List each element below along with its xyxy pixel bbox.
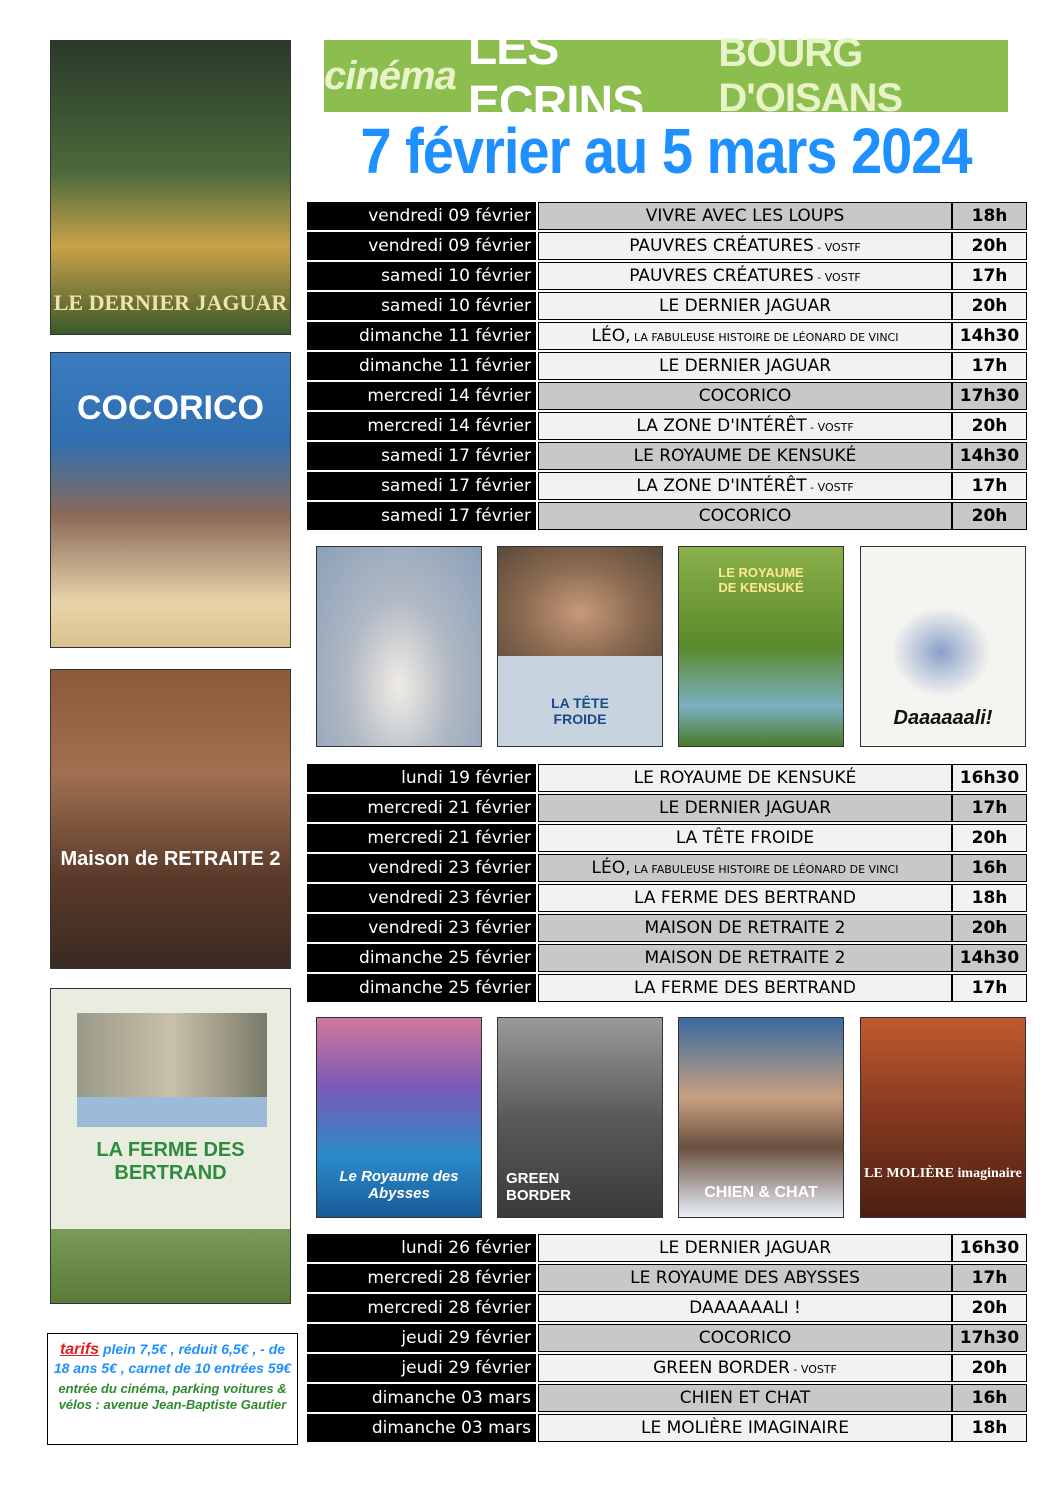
- screening-time: 17h30: [952, 382, 1027, 410]
- poster-mountains: [77, 1097, 267, 1127]
- screening-day: vendredi 09 février: [307, 202, 536, 230]
- screening-film: [538, 232, 952, 260]
- schedule-row: [307, 1234, 1027, 1262]
- film-title: MAISON DE RETRAITE 2: [644, 918, 846, 938]
- poster-art: [861, 1018, 1025, 1217]
- film-title: LE ROYAUME DES ABYSSES: [630, 1268, 860, 1288]
- screening-time: 16h: [952, 1384, 1027, 1412]
- screening-day: mercredi 28 février: [307, 1294, 536, 1322]
- screening-time: 20h: [952, 502, 1027, 530]
- film-title: LA ZONE D'INTÉRÊT: [636, 416, 807, 436]
- poster-title: GREEN BORDER: [506, 1170, 572, 1204]
- poster-title: LE DERNIER JAGUAR: [53, 290, 288, 315]
- schedule-block-3: [307, 1234, 1027, 1444]
- poster-title: Le Royaume des Abysses: [339, 1168, 459, 1202]
- schedule-row: [307, 884, 1027, 912]
- schedule-row: [307, 262, 1027, 290]
- screening-time: 14h30: [952, 322, 1027, 350]
- screening-day: mercredi 21 février: [307, 794, 536, 822]
- screening-film: [538, 914, 952, 942]
- screening-time: 18h: [952, 884, 1027, 912]
- schedule-row: [307, 974, 1027, 1002]
- poster-la-ferme-des-bertrand: [50, 988, 291, 1304]
- film-title: COCORICO: [698, 506, 792, 526]
- film-note: LA FABULEUSE HISTOIRE DE LÉONARD DE VINCI: [630, 863, 899, 876]
- schedule-row: [307, 202, 1027, 230]
- screening-time: 17h: [952, 794, 1027, 822]
- screening-day: samedi 17 février: [307, 472, 536, 500]
- poster-art: [317, 547, 481, 746]
- poster-art: [51, 670, 290, 968]
- film-note: - VOSTF: [813, 271, 861, 284]
- screening-time: 14h30: [952, 442, 1027, 470]
- film-title: LA TÊTE FROIDE: [675, 828, 815, 848]
- schedule-row: [307, 352, 1027, 380]
- tarifs-access: entrée du cinéma, parking voitures & vélos : avenue Jean-Baptiste Gautier: [58, 1381, 287, 1412]
- screening-day: dimanche 03 mars: [307, 1414, 536, 1442]
- poster-title: LA TÊTE FROIDE: [551, 695, 609, 727]
- screening-film: [538, 352, 952, 380]
- cinema-banner: [324, 22, 1008, 130]
- screening-film: [538, 1264, 952, 1292]
- schedule-row: [307, 442, 1027, 470]
- schedule-block-1: [307, 202, 1027, 532]
- screening-time: 14h30: [952, 944, 1027, 972]
- poster-title: Daaaaaali!: [893, 707, 993, 729]
- film-title: LA FERME DES BERTRAND: [634, 888, 856, 908]
- screening-film: [538, 764, 952, 792]
- screening-film: [538, 1354, 952, 1382]
- screening-film: [538, 322, 952, 350]
- screening-time: 20h: [952, 914, 1027, 942]
- screening-film: [538, 1294, 952, 1322]
- film-title: COCORICO: [698, 386, 792, 406]
- screening-film: [538, 262, 952, 290]
- schedule-row: [307, 914, 1027, 942]
- screening-film: [538, 824, 952, 852]
- cinema-word: cinéma: [324, 53, 456, 98]
- screening-time: 16h: [952, 854, 1027, 882]
- poster-title: LE MOLIÈRE imaginaire: [864, 1166, 1022, 1181]
- film-title: PAUVRES CRÉATURES: [629, 236, 814, 256]
- film-title: LE DERNIER JAGUAR: [658, 1238, 832, 1258]
- schedule-row: [307, 1294, 1027, 1322]
- film-title: CHIEN ET CHAT: [679, 1388, 811, 1408]
- schedule-row: [307, 854, 1027, 882]
- film-title: MAISON DE RETRAITE 2: [644, 948, 846, 968]
- screening-day: jeudi 29 février: [307, 1354, 536, 1382]
- poster-la-tete-froide: [497, 546, 663, 747]
- schedule-row: [307, 292, 1027, 320]
- screening-time: 17h: [952, 262, 1027, 290]
- film-title: LE DERNIER JAGUAR: [658, 356, 832, 376]
- screening-time: 17h: [952, 352, 1027, 380]
- schedule-row: [307, 1354, 1027, 1382]
- screening-day: jeudi 29 février: [307, 1324, 536, 1352]
- poster-le-moliere-imaginaire: [860, 1017, 1026, 1218]
- schedule-row: [307, 502, 1027, 530]
- screening-time: 16h30: [952, 764, 1027, 792]
- screening-time: 20h: [952, 824, 1027, 852]
- film-note: - VOSTF: [806, 421, 854, 434]
- film-title: LA ZONE D'INTÉRÊT: [636, 476, 807, 496]
- poster-title: LA FERME DES BERTRAND: [96, 1139, 245, 1184]
- screening-day: vendredi 23 février: [307, 914, 536, 942]
- screening-day: lundi 26 février: [307, 1234, 536, 1262]
- poster-le-royaume-des-abysses: [316, 1017, 482, 1218]
- screening-time: 20h: [952, 292, 1027, 320]
- screening-film: [538, 854, 952, 882]
- screening-day: samedi 10 février: [307, 292, 536, 320]
- screening-time: 17h: [952, 974, 1027, 1002]
- film-title: LÉO,: [591, 858, 631, 878]
- screening-day: mercredi 28 février: [307, 1264, 536, 1292]
- screening-time: 18h: [952, 1414, 1027, 1442]
- screening-time: 20h: [952, 1354, 1027, 1382]
- poster-title: CHIEN & CHAT: [704, 1184, 818, 1201]
- poster-chien-et-chat: [678, 1017, 844, 1218]
- film-note: - VOSTF: [806, 481, 854, 494]
- schedule-row: [307, 1384, 1027, 1412]
- screening-time: 20h: [952, 232, 1027, 260]
- schedule-row: [307, 472, 1027, 500]
- poster-cocorico: [50, 352, 291, 648]
- film-note: - VOSTF: [813, 241, 861, 254]
- film-title: COCORICO: [698, 1328, 792, 1348]
- film-title: LE ROYAUME DE KENSUKÉ: [633, 768, 857, 788]
- schedule-row: [307, 794, 1027, 822]
- cinema-town: BOURG D'OISANS: [718, 31, 903, 120]
- screening-film: [538, 794, 952, 822]
- film-title: DAAAAAALI !: [689, 1298, 801, 1318]
- tarifs-box: [47, 1333, 298, 1445]
- film-note: LA FABULEUSE HISTOIRE DE LÉONARD DE VINCI: [630, 331, 899, 344]
- poster-title: COCORICO: [77, 389, 264, 427]
- schedule-row: [307, 322, 1027, 350]
- screening-time: 17h: [952, 1264, 1027, 1292]
- schedule-row: [307, 382, 1027, 410]
- screening-day: samedi 10 février: [307, 262, 536, 290]
- screening-time: 17h: [952, 472, 1027, 500]
- screening-day: vendredi 09 février: [307, 232, 536, 260]
- tarifs-label: tarifs: [59, 1341, 100, 1358]
- screening-day: dimanche 11 février: [307, 322, 536, 350]
- poster-daaaaaali: [860, 546, 1026, 747]
- screening-day: dimanche 03 mars: [307, 1384, 536, 1412]
- screening-film: [538, 1384, 952, 1412]
- screening-time: 16h30: [952, 1234, 1027, 1262]
- screening-film: [538, 202, 952, 230]
- film-note: - VOSTF: [789, 1363, 837, 1376]
- schedule-row: [307, 1324, 1027, 1352]
- tarifs-line1: plein 7,5€ , réduit 6,5€ , - de 18 ans 5€ , carnet de 10 entrées 59€: [53, 1341, 292, 1376]
- screening-time: 20h: [952, 1294, 1027, 1322]
- poster-cows: [51, 1229, 290, 1304]
- schedule-row: [307, 1414, 1027, 1442]
- screening-film: [538, 412, 952, 440]
- tarifs-prices: [52, 1340, 293, 1377]
- screening-day: dimanche 11 février: [307, 352, 536, 380]
- film-title: LE ROYAUME DE KENSUKÉ: [633, 446, 857, 466]
- schedule-block-2: [307, 764, 1027, 1004]
- film-title: LE MOLIÈRE IMAGINAIRE: [641, 1418, 849, 1438]
- film-title: GREEN BORDER: [653, 1358, 790, 1378]
- poster-title: Maison de RETRAITE 2: [60, 848, 281, 870]
- film-title: VIVRE AVEC LES LOUPS: [645, 206, 845, 226]
- screening-day: mercredi 21 février: [307, 824, 536, 852]
- film-title: LÉO,: [591, 326, 631, 346]
- cinema-name: LES ECRINS: [467, 22, 644, 130]
- screening-day: dimanche 25 février: [307, 944, 536, 972]
- screening-day: vendredi 23 février: [307, 884, 536, 912]
- screening-day: vendredi 23 février: [307, 854, 536, 882]
- screening-film: [538, 502, 952, 530]
- screening-film: [538, 472, 952, 500]
- poster-green-border: [497, 1017, 663, 1218]
- screening-time: 17h30: [952, 1324, 1027, 1352]
- screening-film: [538, 884, 952, 912]
- schedule-row: [307, 764, 1027, 792]
- screening-time: 18h: [952, 202, 1027, 230]
- schedule-row: [307, 412, 1027, 440]
- screening-film: [538, 442, 952, 470]
- screening-film: [538, 1324, 952, 1352]
- screening-time: 20h: [952, 412, 1027, 440]
- screening-film: [538, 1414, 952, 1442]
- poster-pauvres-creatures: [316, 546, 482, 747]
- screening-day: samedi 17 février: [307, 502, 536, 530]
- screening-film: [538, 292, 952, 320]
- screening-film: [538, 1234, 952, 1262]
- schedule-row: [307, 232, 1027, 260]
- screening-day: samedi 17 février: [307, 442, 536, 470]
- poster-title: LE ROYAUME DE KENSUKÉ: [718, 565, 804, 595]
- screening-day: mercredi 14 février: [307, 382, 536, 410]
- film-title: LE DERNIER JAGUAR: [658, 798, 832, 818]
- poster-le-royaume-de-kensuke: [678, 546, 844, 747]
- film-title: LA FERME DES BERTRAND: [634, 978, 856, 998]
- schedule-row: [307, 1264, 1027, 1292]
- poster-maison-de-retraite-2: [50, 669, 291, 969]
- poster-le-dernier-jaguar: [50, 40, 291, 335]
- screening-film: [538, 944, 952, 972]
- schedule-row: [307, 824, 1027, 852]
- poster-art: [891, 607, 991, 697]
- poster-art: [498, 547, 662, 656]
- screening-day: dimanche 25 février: [307, 974, 536, 1002]
- film-title: PAUVRES CRÉATURES: [629, 266, 814, 286]
- screening-film: [538, 974, 952, 1002]
- program-period: 7 février au 5 mars 2024: [360, 114, 972, 187]
- film-title: LE DERNIER JAGUAR: [658, 296, 832, 316]
- screening-film: [538, 382, 952, 410]
- screening-day: lundi 19 février: [307, 764, 536, 792]
- screening-day: mercredi 14 février: [307, 412, 536, 440]
- schedule-row: [307, 944, 1027, 972]
